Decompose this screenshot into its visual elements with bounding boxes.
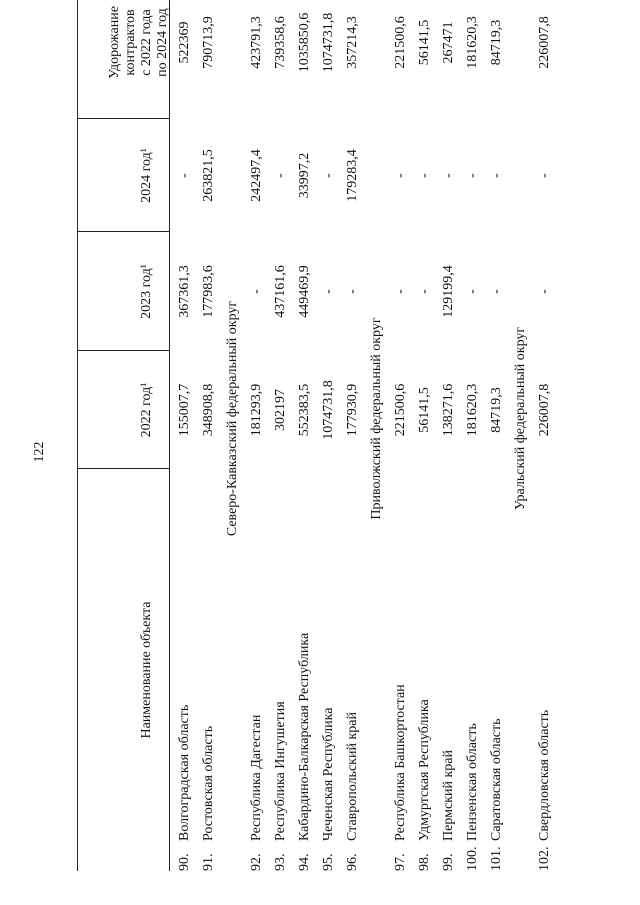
page-number: 122 <box>32 441 47 463</box>
table-cell-y2023: - <box>393 289 408 294</box>
table-cell-y2024: - <box>489 173 504 178</box>
table-cell-inc: 1074731,8 <box>321 12 336 73</box>
table-cell-inc: 423791,3 <box>249 16 264 69</box>
table-cell-name: Волгоградская область <box>177 704 192 841</box>
table-cell-y2023: - <box>465 289 480 294</box>
data-table <box>77 0 640 871</box>
table-cell-name: Ростовская область <box>201 725 216 841</box>
table-cell-y2023: - <box>321 289 336 294</box>
table-cell-inc: 1035850,6 <box>297 12 312 73</box>
table-cell-name: Саратовская область <box>489 718 504 841</box>
table-cell-num: 100. <box>465 846 480 871</box>
table-cell-num: 90. <box>177 853 192 871</box>
table-cell-inc: 267471 <box>441 21 456 64</box>
table-cell-y2024: - <box>321 173 336 178</box>
table-cell-y2023: 177983,6 <box>201 265 216 318</box>
table-cell-y2022: 552383,5 <box>297 383 312 437</box>
table-cell-name: Республика Башкортостан <box>393 684 408 841</box>
table-cell-y2023: 449469,9 <box>297 265 312 318</box>
table-cell-y2022: 302197 <box>273 389 288 431</box>
table-cell-name: Ставропольский край <box>345 712 360 841</box>
header-2022: 2022 год¹ <box>139 382 154 438</box>
table-cell-y2023: 129199,4 <box>441 265 456 318</box>
table-cell-inc: 226007,8 <box>537 16 552 69</box>
table-cell-inc: 522369 <box>177 21 192 64</box>
table-cell-num: 93. <box>273 853 288 871</box>
table-cell-name: Кабардино-Балкарская Республика <box>297 632 312 841</box>
table-cell-y2022: 181620,3 <box>465 383 480 437</box>
table-cell-y2022: 181293,9 <box>249 383 264 437</box>
table-cell-y2023: - <box>489 289 504 294</box>
table-cell-y2022: 138271,6 <box>441 383 456 437</box>
table-cell-inc: 84719,3 <box>489 19 504 66</box>
table-cell-name: Пензенская область <box>465 723 480 841</box>
table-cell-y2024: 242497,4 <box>249 149 264 202</box>
table-cell-num: 97. <box>393 853 408 871</box>
table-cell-y2022: 348908,8 <box>201 383 216 437</box>
table-cell-y2022: 155007,7 <box>177 383 192 437</box>
table-cell-name: Свердловская область <box>537 709 552 841</box>
table-cell-y2023: - <box>345 289 360 294</box>
table-cell-y2022: 221500,6 <box>393 383 408 437</box>
table-cell-y2024: 263821,5 <box>201 149 216 202</box>
header-increase-line-3: с 2022 года <box>139 9 154 76</box>
table-cell-num: 94. <box>297 853 312 871</box>
table-cell-y2024: - <box>441 173 456 178</box>
table-cell-y2024: - <box>417 173 432 178</box>
region-heading: Уральский федеральный округ <box>513 326 528 511</box>
table-cell-num: 98. <box>417 853 432 871</box>
table-cell-num: 92. <box>249 853 264 871</box>
table-cell-inc: 181620,3 <box>465 16 480 69</box>
table-cell-y2022: 177930,9 <box>345 383 360 437</box>
region-heading: Северо-Кавказский федеральный округ <box>225 300 240 537</box>
header-increase-line-1: Удорожание <box>107 6 122 79</box>
table-cell-y2023: - <box>537 289 552 294</box>
table-cell-name: Чеченская Республика <box>321 707 336 841</box>
header-increase-line-4: по 2024 год <box>155 8 170 77</box>
table-cell-y2024: - <box>393 173 408 178</box>
table-cell-num: 99. <box>441 853 456 871</box>
header-2023: 2023 год¹ <box>139 264 154 319</box>
table-cell-y2024: 33997,2 <box>297 152 312 199</box>
table-cell-inc: 357214,3 <box>345 16 360 69</box>
table-cell-name: Пермский край <box>441 750 456 841</box>
table-cell-inc: 739358,6 <box>273 16 288 69</box>
table-cell-y2024: 179283,4 <box>345 149 360 202</box>
table-cell-y2022: 84719,3 <box>489 387 504 433</box>
table-cell-inc: 221500,6 <box>393 16 408 69</box>
table-cell-y2023: 367361,3 <box>177 265 192 318</box>
table-cell-y2022: 226007,8 <box>537 383 552 437</box>
table-cell-y2024: - <box>465 173 480 178</box>
table-cell-y2023: - <box>417 289 432 294</box>
table-cell-y2022: 56141,5 <box>417 387 432 433</box>
header-name: Наименование объекта <box>139 601 154 739</box>
table-cell-y2022: 1074731,8 <box>321 380 336 440</box>
table-cell-num: 101. <box>489 846 504 871</box>
table-cell-y2024: - <box>273 173 288 178</box>
table-cell-name: Республика Дагестан <box>249 714 264 841</box>
table-cell-y2023: 437161,6 <box>273 265 288 318</box>
table-cell-inc: 56141,5 <box>417 19 432 66</box>
table-cell-num: 91. <box>201 853 216 871</box>
table-cell-name: Республика Ингушетия <box>273 701 288 841</box>
table-cell-num: 96. <box>345 853 360 871</box>
table-cell-name: Удмуртская Республика <box>417 699 432 841</box>
table-cell-num: 95. <box>321 853 336 871</box>
header-2024: 2024 год¹ <box>139 148 154 203</box>
table-cell-inc: 790713,9 <box>201 16 216 69</box>
table-cell-y2024: - <box>177 173 192 178</box>
header-increase-line-2: контрактов <box>123 9 138 76</box>
table-cell-num: 102. <box>537 846 552 871</box>
table-cell-y2023: - <box>249 289 264 294</box>
region-heading: Приволжский федеральный округ <box>369 317 384 520</box>
table-cell-y2024: - <box>537 173 552 178</box>
